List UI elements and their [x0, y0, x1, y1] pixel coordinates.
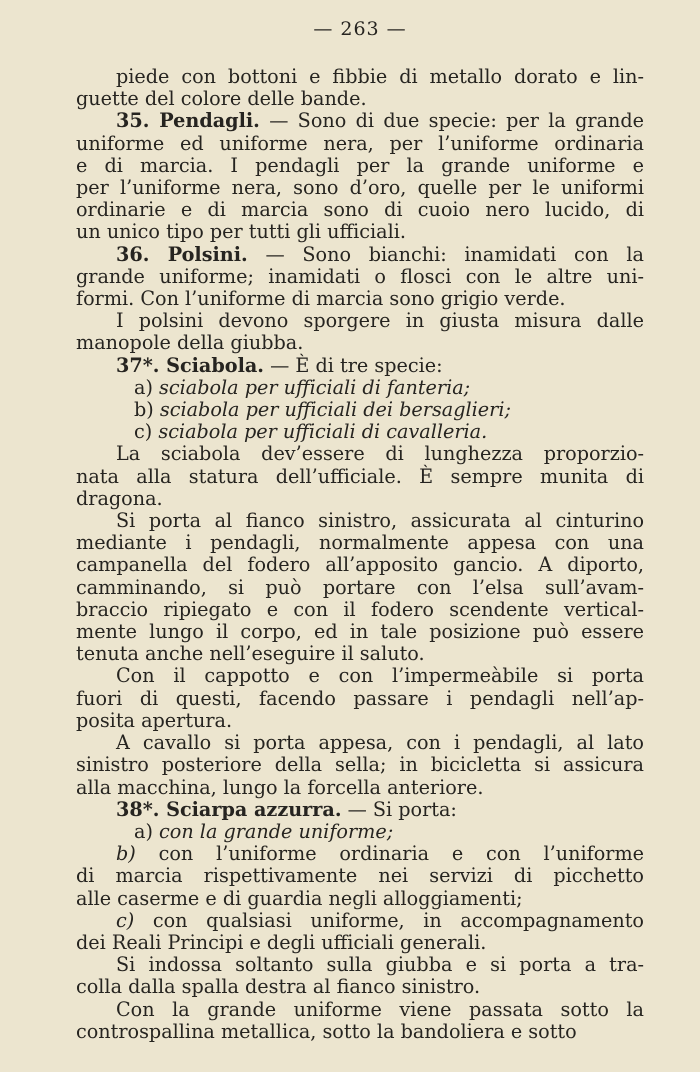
text-line	[76, 199, 644, 221]
text-line	[76, 865, 644, 887]
line-text: Si porta al fianco sinistro, assicurata al cinturino	[116, 509, 644, 533]
line-text: tenuta anche nell’eseguire il saluto.	[76, 642, 425, 666]
line-text: Con il cappotto e con l’impermeàbile si porta	[116, 664, 644, 688]
line-text: mente lungo il corpo, ed in tale posizione può essere	[76, 620, 644, 644]
line-text: dei Reali Principi e degli ufficiali generali.	[76, 930, 487, 954]
text-line	[76, 599, 644, 621]
text-line	[76, 66, 644, 88]
section-heading: 37*. Sciabola.	[116, 353, 264, 377]
list-letter: c)	[116, 908, 135, 932]
section-heading: 38*. Sciarpa azzurra.	[116, 797, 342, 821]
list-item	[76, 399, 644, 421]
section-heading: 36. Polsini.	[116, 242, 248, 266]
list-text: sciabola per ufficiali di fanteria;	[159, 375, 471, 399]
body-text	[76, 66, 644, 1043]
list-item	[76, 421, 644, 443]
line-text: grande uniforme; inamidati o flosci con le altre uni-	[76, 264, 644, 288]
list-letter: c)	[134, 420, 153, 444]
line-text: di marcia rispettivamente nei servizi di picchetto	[76, 864, 644, 888]
line-text: manopole della giubba.	[76, 331, 304, 355]
text-line	[76, 777, 644, 799]
line-text: colla dalla spalla destra al fianco sinistro.	[76, 975, 481, 999]
list-item	[76, 821, 644, 843]
section-heading: 35. Pendagli.	[116, 109, 260, 133]
line-text: ordinarie e di marcia sono di cuoio nero lucido, di	[76, 198, 644, 222]
text-line	[76, 621, 644, 643]
text-line	[76, 999, 644, 1021]
line-text: posita apertura.	[76, 708, 233, 732]
line-text: alla macchina, lungo la forcella anteriore.	[76, 775, 484, 799]
text-line	[76, 665, 644, 687]
line-text: mediante i pendagli, normalmente appesa con una	[76, 531, 644, 555]
line-text: guette del colore delle bande.	[76, 87, 367, 111]
line-text: La sciabola dev’essere di lunghezza proporzio-	[116, 442, 644, 466]
text-line	[76, 799, 644, 821]
text-line	[76, 110, 644, 132]
line-text: formi. Con l’uniforme di marcia sono grigio verde.	[76, 287, 566, 311]
text-line	[76, 754, 644, 776]
line-text: per l’uniforme nera, sono d’oro, quelle per le uniformi	[76, 176, 644, 200]
line-text: piede con bottoni e fibbie di metallo dorato e lin-	[116, 65, 644, 88]
text-line	[76, 488, 644, 510]
line-text: alle caserme e di guardia negli alloggiamenti;	[76, 886, 523, 910]
text-line	[76, 643, 644, 665]
text-line	[76, 355, 644, 377]
text-line	[76, 976, 644, 998]
text-line	[76, 310, 644, 332]
text-line	[76, 710, 644, 732]
list-letter: a)	[134, 375, 153, 399]
line-text: nata alla statura dell’ufficiale. È sempre munita di	[76, 464, 644, 488]
text-line	[76, 155, 644, 177]
line-text: fuori di questi, facendo passare i pendagli nell’ap-	[76, 686, 644, 710]
list-letter: b)	[134, 398, 154, 422]
line-text: camminando, si può portare con l’elsa sull’avam-	[76, 575, 644, 599]
list-letter: b)	[116, 842, 136, 866]
line-text: sinistro posteriore della sella; in bicicletta si assicura	[76, 753, 644, 777]
text-line	[76, 88, 644, 110]
text-line	[76, 266, 644, 288]
text-line	[76, 332, 644, 354]
line-text: campanella del fodero all’apposito gancio. A diporto,	[76, 553, 644, 577]
page-number: — 263 —	[313, 18, 407, 40]
line-text: Con la grande uniforme viene passata sotto la	[116, 997, 644, 1021]
line-text: A cavallo si porta appesa, con i pendagli, al lato	[116, 731, 644, 755]
text-line	[76, 910, 644, 932]
text-line	[76, 577, 644, 599]
text-line	[76, 954, 644, 976]
line-text: I polsini devono sporgere in giusta misura dalle	[116, 309, 644, 333]
list-letter: a)	[134, 819, 153, 843]
line-text: — Sono bianchi: inamidati con la	[265, 242, 644, 266]
text-line	[76, 888, 644, 910]
text-line	[76, 732, 644, 754]
list-item	[76, 377, 644, 399]
line-text: — È di tre specie:	[270, 353, 443, 377]
list-text: sciabola per ufficiali dei bersaglieri;	[159, 398, 511, 422]
text-line	[76, 443, 644, 465]
text-line	[76, 554, 644, 576]
line-text: un unico tipo per tutti gli ufficiali.	[76, 220, 406, 244]
line-text: controspallina metallica, sotto la bandoliera e sotto	[76, 1019, 577, 1043]
line-text: e di marcia. I pendagli per la grande uniforme e	[76, 153, 644, 177]
list-text: con la grande uniforme;	[159, 819, 394, 843]
text-line	[76, 1021, 644, 1043]
text-line	[76, 510, 644, 532]
text-line	[76, 532, 644, 554]
text-line	[76, 288, 644, 310]
line-text: — Sono di due specie: per la grande	[269, 109, 644, 133]
text-line	[76, 133, 644, 155]
line-text: dragona.	[76, 486, 163, 510]
text-line	[76, 177, 644, 199]
line-text: Si indossa soltanto sulla giubba e si porta a tra-	[116, 953, 644, 977]
list-text: sciabola per ufficiali di cavalleria.	[158, 420, 488, 444]
line-text: con qualsiasi uniforme, in accompagnamento	[152, 908, 644, 932]
line-text: — Si porta:	[347, 797, 457, 821]
text-line	[76, 843, 644, 865]
text-line	[76, 688, 644, 710]
text-line	[76, 244, 644, 266]
line-text: braccio ripiegato e con il fodero scendente vertical-	[76, 597, 644, 621]
text-line	[76, 932, 644, 954]
line-text: con l’uniforme ordinaria e con l’uniforme	[158, 842, 644, 866]
text-line	[76, 466, 644, 488]
line-text: uniforme ed uniforme nera, per l’uniforme ordinaria	[76, 131, 644, 155]
text-line	[76, 221, 644, 243]
